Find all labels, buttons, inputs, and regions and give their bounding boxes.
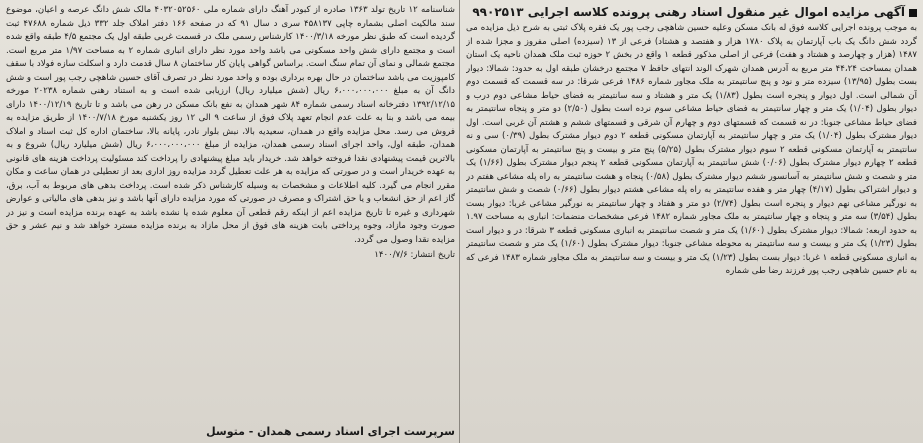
- notice-body-right: به موجب پرونده اجرایی کلاسه فوق له بانک مسکن وعلیه حسین شاهچی رجب پور یک فقره پلاک ثبتی به شرح ذیل مزایده می گردد شش دانگ یک باب آپارتمان به پلاک ۱۷۸۰ هزار و هفتصد و هشتاد) فرعی از ۱۳ (سیزده) اصلی مفروز و مجزا شده از ۱۴۸۷ (هزار و چهارصد و هشتاد و هفت) فرعی از اصلی مذکور قطعه ۱ واقع در بخش ۲ حوزه ثبت ملک همدان ناحیه یک استان همدان بمساحت ۴۴،۲۴ متر مربع به آدرس همدان شهرک الوند انتهای حافظ ۷ مجتمع درخشان طبقه اول به حدود: شمالا: دیوار بست بطول (۱۳/۹۵) سیزده متر و نود و پنج سانتیمتر به ملک مجاور شماره ۱۴۸۶ فرعی شرقا: در سه قسمت که قسمت دوم آن شمالی است. اول دیوار و پنجره است بطول (۱/۸۳) یک متر و هشتاد و سه سانتیمتر به فضای حیاط مشاعی دوم درب و دیوار بطول (۱/۰۴) یک متر و چهار سانتیمتر به فضای حیاط مشاعی سوم نرده است بطول (۲/۵۰) دو متر و پنجاه سانتیمتر به فضای حیاط مشاعی جنوبا: در نه قسمت که قسمتهای دوم و چهارم آن شرقی و قسمتهای ششم و هشتم آن غربی است. اول دیوار مشترک بطول (۱/۰۴) یک متر و چهار سانتیمتر به آپارتمان مسکونی قطعه ۲ دوم دیوار مشترک بطول (۰/۳۹) سی و نه سانتیمتر به آپارتمان مسکونی قطعه ۲ سوم دیوار مشترک بطول (۵/۲۵) پنج متر و بیست و پنج سانتیمتر به آپارتمان مسکونی قطعه ۲ چهارم دیوار مشترک بطول (۰/۰۶) شش سانتیمتر به آپارتمان مسکونی قطعه ۲ پنجم دیوار مشترک بطول (۱/۶۶) یک متر و شصت و شش سانتیمتر به آسانسور ششم دیوار مشترک بطول (۰/۵۸) پنجاه و هشت سانتیمتر به راه پله مشاعی هفتم در و دیوار اشتراکی بطول (۴/۱۷) چهار متر و هفده سانتیمتر به راه پله مشاعی هشتم دیوار بطول (۰/۶۶) شصت و شش سانتیمتر به نورگیر مشاعی نهم دیوار و پنجره است بطول (۲/۷۴) دو متر و هفتاد و چهار سانتیمتر به نورگیر مشاعی غربا: دیوار بست بطول (۳/۵۴) سه متر و پنجاه و چهار سانتیمتر به ملک مجاور شماره ۱۴۸۲ فرعی مشخصات منضمات: انباری به مساحت ۱.۹۷ به حدود اربعه: شمالا: دیوار مشترک بطول (۱/۶۰) یک متر و شصت سانتیمتر به انباری مسکونی قطعه ۳ شرقا: در و دیوار است بطول (۱/۲۳) یک متر و بیست و سه سانتیمتر به محوطه مشاعی جنوبا: دیوار مشترک بطول (۱/۶۰) یک متر و شصت سانتیمتر به انباری مسکونی قطعه ۱ غربا: دیوار بست بطول (۱/۲۳) یک متر و بیست و سه سانتیمتر به ملک مجاور شماره ۱۴۸۳ فرعی که به نام حسین شاهچی رجب پور فرزند رضا طی شماره: [466, 23, 917, 276]
- notice-title: آگهی مزایده اموال غیر منقول اسناد رهنی پرونده کلاسه اجرایی ۹۹۰۲۵۱۳: [472, 5, 905, 19]
- notice-right-column: [466, 4, 917, 439]
- notice-signature: سرپرست اجرای اسناد رسمی همدان - متوسل: [206, 425, 455, 438]
- notice-title-line: [466, 4, 917, 20]
- bullet-square-icon: [909, 9, 917, 17]
- notice-body-left: شناسنامه ۱۲ تاریخ تولد ۱۳۶۳ صادره از کبودر آهنگ دارای شماره ملی ۴۰۳۲۰۵۲۵۶۰ مالک شش دانگ عرصه و اعیان، موضوع سند مالکیت اصلی بشماره چاپی ۴۵۸۱۳۷ سری د سال ۹۱ که در صفحه ۱۶۶ دفتر املاک جلد ۳۳۲ ذیل شماره ۴۷۶۸۸ ثبت گردیده است که طبق نظر مورخه ۱۴۰۰/۳/۱۸ کارشناس رسمی ملک در قسمت غربی طبقه اول یک مجتمع ۴/۵ طبقه واقع شده است و مجتمع دارای شش واحد مسکونی می باشد واحد مورد نظر دارای انباری شماره ۲ به مساحت ۱/۹۷ متر مربع است. مجتمع شمالی و نمای آن تمام سنگ است. براساس گواهی پایان کار ساختمان ۸ سال قدمت دارد و اسکلت سازه فولاد با سقف کامپوزیت می باشد ساختمان در حال بهره برداری بوده و واحد مورد نظر در تصرف آقای حسین شاهچی رجب پور است و شش دانگ آن به مبلغ ۶،۰۰۰،۰۰۰،۰۰۰ ریال (شش میلیارد ریال) ارزیابی شده است و به استناد رهنی شماره ۲۰۲۳۸ مورخه ۱۳۹۲/۱۲/۱۵ دفترخانه اسناد رسمی شماره ۸۴ شهر همدان به نفع بانک مسکن در رهن می باشد و تا تاریخ ۱۴۰۰/۱۲/۱۹ دارای بیمه می باشد و بنا به علت عدم انجام تعهد پلاک فوق از ساعت ۹ الی ۱۲ روز یکشنبه مورخ ۱۴۰۰/۷/۱۸ از طریق مزایده به فروش می رسد. محل مزایده واقع در همدان، سعیدیه بالا، نبش بلوار نادر، پایانه بالا، ساختمان اداره کل ثبت اسناد و املاک همدان، طبقه اول، واحد اجرای اسناد رسمی همدان، مزایده از مبلغ ۶،۰۰۰،۰۰۰،۰۰۰ ریال (شش میلیارد ریال) شروع و به بالاترین قیمت پیشنهادی نقدا فروخته خواهد شد. خریدار باید مبلغ پیشنهادی را پرداخت کند مسئولیت پرداخت هزینه های قانونی به عهده خریدار است و در صورتی که مزایده به هر علت تعطیل گردد مزایده روز اداری بعد از تعطیلی در همان ساعت و مکان مقرر انجام می گیرد. کلیه اطلاعات و مشخصات به وسیله کارشناس ذکر شده است. پرداخت بدهی های مربوط به آب، برق، گاز اعم از حق انشعاب و یا حق اشتراک و مصرف در صورتی که مورد مزایده دارای آنها باشد و نیز بدهی های مالیاتی و عوارض شهرداری و غیره تا تاریخ مزایده اعم از اینکه رقم قطعی آن معلوم شده یا نشده باشد به عهده برنده مزایده است و نیز در صورت وجود مازاد، وجوه پرداختی بابت هزینه های فوق از محل مازاد به برنده مزایده مسترد خواهد شد و نیم عشر و حق مزایده نقدا وصول می گردد.: [6, 5, 455, 245]
- notice-left-column: [6, 4, 455, 421]
- column-divider: [459, 0, 460, 443]
- publication-date: تاریخ انتشار: ۱۴۰۰/۷/۶: [374, 250, 455, 260]
